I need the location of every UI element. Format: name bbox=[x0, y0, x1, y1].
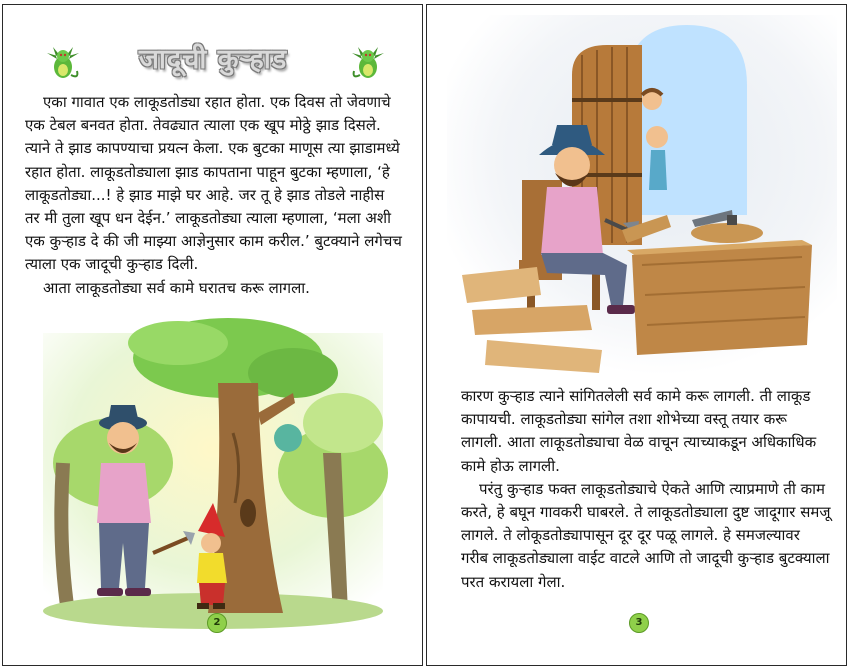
woodcutter-and-dwarf-illustration bbox=[3, 313, 422, 665]
right-page bbox=[426, 4, 847, 666]
left-story-text bbox=[25, 91, 403, 300]
left-page bbox=[2, 4, 423, 666]
story-title: जादूची कुऱ्हाड bbox=[138, 44, 288, 75]
story-paragraph: परंतु कुऱ्हाड फक्त लाकूडतोड्याचे ऐकते आणि त्याप्रमाणे ती काम करते, हे बघून गावकरी घाबरले. ते लाकूडतोड्याला दुष्ट जादूगार समजू लागले. ते लोकूडतोड्यापासून दूर दूर पळू लागले. हे समजल्यावर गरीब लाकूडतोड्याला वाईट वाटले आणि तो जादूची कुऱ्हाड बुटक्याला परत करायला गेला. bbox=[461, 479, 831, 591]
dragon-ornament-icon bbox=[348, 43, 388, 83]
story-paragraph: एका गावात एक लाकूडतोड्या रहात होता. एक दिवस तो जेवणाचे एक टेबल बनवत होता. तेवढ्यात त्याला एक खूप मोठ्ठे झाड दिसले. त्याने ते झाड कापण्याचा प्रयत्न केला. एक बुटका माणूस त्या झाडामध्ये रहात होता. लाकूडतोड्याला झाड कापताना पाहून बुटका म्हणाला, ‘हे लाकूडतोड्या...! हे झाड माझे घर आहे. जर तू हे झाड तोडले नाहीस तर मी तुला खूप धन देईन.’ लाकूडतोड्या त्याला म्हणाला, ‘मला अशी एक कुऱ्हाड दे की जी माझ्या आज्ञेनुसार काम करील.’ बुटक्याने लगेचच त्याला एक जादूची कुऱ्हाड दिली. bbox=[25, 93, 402, 274]
story-paragraph: आता लाकूडतोड्या सर्व कामे घरातच करू लागला. bbox=[43, 278, 310, 297]
right-story-text bbox=[461, 385, 831, 594]
story-paragraph: कारण कुऱ्हाड त्याने सांगितलेली सर्व कामे करू लागली. ती लाकूड कापायची. लाकूडतोड्या सांगेल तशा शोभेच्या वस्तू तयार करू लागली. आता लाकूडतोड्याचा वेळ वाचून त्याच्याकडून अधिकाधिक कामे होऊ लागली. bbox=[461, 387, 817, 475]
dragon-ornament-icon bbox=[43, 43, 83, 83]
woodcutter-workshop-illustration bbox=[427, 5, 846, 377]
page-number-badge: 3 bbox=[629, 613, 649, 633]
page-number-badge: 2 bbox=[207, 613, 227, 633]
